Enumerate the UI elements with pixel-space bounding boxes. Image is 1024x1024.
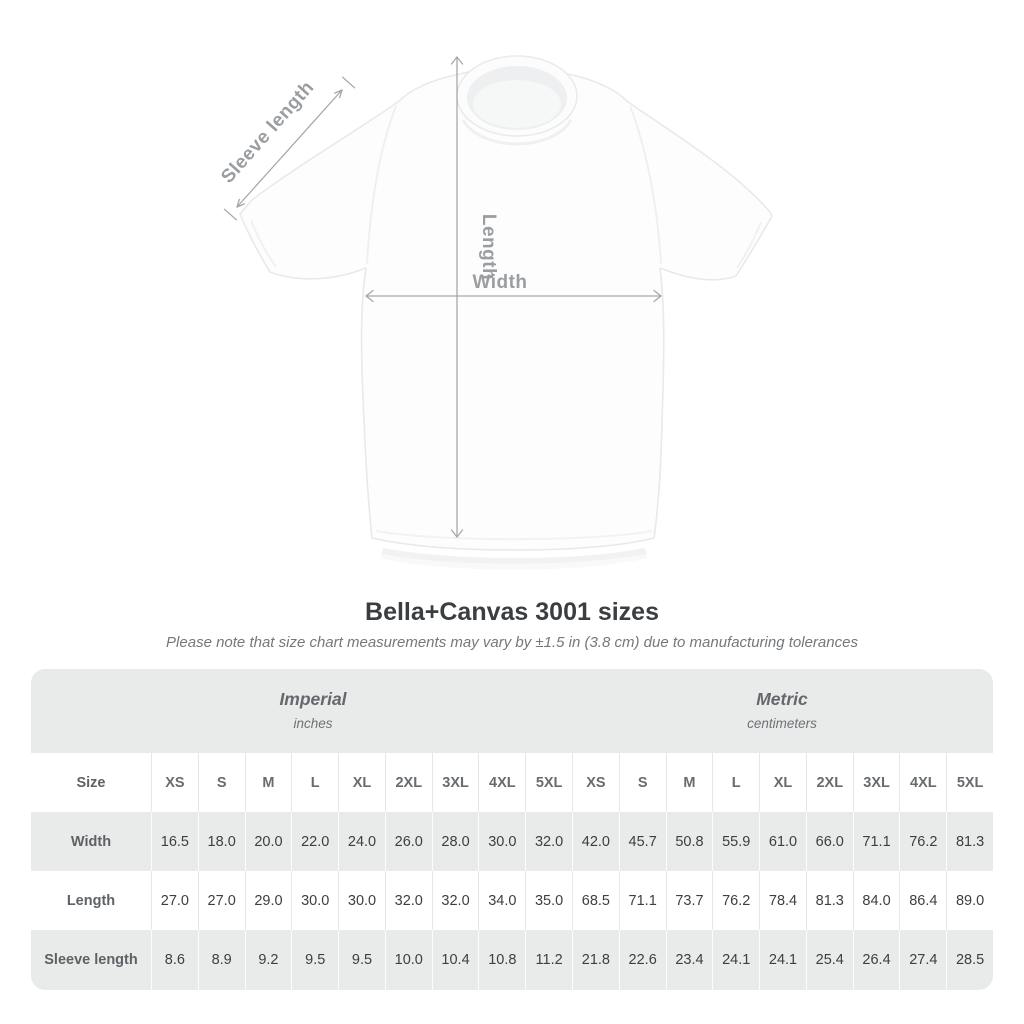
value-cell: 28.5 [946, 930, 993, 990]
value-cell: 25.4 [806, 930, 853, 990]
value-cell: 76.2 [712, 871, 759, 930]
value-cell: 8.6 [151, 930, 198, 990]
size-header-metric-m: M [666, 753, 713, 812]
value-cell: 76.2 [899, 812, 946, 871]
row-label: Sleeve length [44, 952, 138, 968]
size-header-metric-5xl: 5XL [946, 753, 993, 812]
imperial-section-header [279, 689, 346, 732]
size-header-imperial-3xl: 3XL [432, 753, 479, 812]
page-title: Bella+Canvas 3001 sizes [365, 598, 659, 626]
value-cell: 27.0 [151, 871, 198, 930]
value-cell: 26.4 [853, 930, 900, 990]
value-cell: 66.0 [806, 812, 853, 871]
value-cell: 27.4 [899, 930, 946, 990]
tshirt-graphic [240, 56, 772, 564]
size-header-imperial-s: S [198, 753, 245, 812]
value-cell: 81.3 [946, 812, 993, 871]
metric-label: Metric [756, 689, 808, 709]
value-cell: 20.0 [245, 812, 292, 871]
table-row-sleeve-length [31, 930, 993, 990]
value-cell: 24.0 [338, 812, 385, 871]
value-cell: 21.8 [572, 930, 619, 990]
value-cell: 30.0 [291, 871, 338, 930]
metric-unit-label: centimeters [747, 716, 817, 731]
value-cell: 42.0 [572, 812, 619, 871]
metric-section-header [747, 689, 817, 732]
row-label: Width [70, 833, 112, 850]
imperial-unit-label: inches [293, 716, 333, 731]
value-cell: 30.0 [338, 871, 385, 930]
size-header-imperial-4xl: 4XL [478, 753, 525, 812]
value-cell: 11.2 [525, 930, 572, 990]
value-cell: 27.0 [198, 871, 245, 930]
size-header-metric-4xl: 4XL [899, 753, 946, 812]
size-header-metric-s: S [619, 753, 666, 812]
width-label: Width [472, 272, 528, 293]
value-cell: 24.1 [712, 930, 759, 990]
size-header-metric-2xl: 2XL [806, 753, 853, 812]
value-cell: 26.0 [385, 812, 432, 871]
value-cell: 71.1 [619, 871, 666, 930]
size-header-imperial-5xl: 5XL [525, 753, 572, 812]
value-cell: 45.7 [619, 812, 666, 871]
size-table [31, 669, 993, 990]
size-header-metric-xl: XL [759, 753, 806, 812]
unit-system-band [31, 669, 993, 753]
value-cell: 55.9 [712, 812, 759, 871]
value-cell: 18.0 [198, 812, 245, 871]
value-cell: 10.0 [385, 930, 432, 990]
size-header-metric-xs: XS [572, 753, 619, 812]
sleeve-length-label: Sleeve length [217, 77, 319, 188]
row-label: Length [66, 892, 116, 909]
size-header-imperial-xs: XS [151, 753, 198, 812]
value-cell: 34.0 [478, 871, 525, 930]
table-row-width [31, 812, 993, 871]
value-cell: 71.1 [853, 812, 900, 871]
value-cell: 10.8 [478, 930, 525, 990]
size-column-header: Size [76, 774, 106, 791]
value-cell: 32.0 [385, 871, 432, 930]
size-header-imperial-2xl: 2XL [385, 753, 432, 812]
value-cell: 32.0 [432, 871, 479, 930]
value-cell: 68.5 [572, 871, 619, 930]
value-cell: 84.0 [853, 871, 900, 930]
size-header-metric-3xl: 3XL [853, 753, 900, 812]
value-cell: 78.4 [759, 871, 806, 930]
value-cell: 35.0 [525, 871, 572, 930]
value-cell: 50.8 [666, 812, 713, 871]
value-cell: 9.2 [245, 930, 292, 990]
size-header-imperial-xl: XL [338, 753, 385, 812]
value-cell: 89.0 [946, 871, 993, 930]
value-cell: 30.0 [478, 812, 525, 871]
size-header-metric-l: L [712, 753, 759, 812]
collar-graphic [457, 56, 577, 144]
value-cell: 22.6 [619, 930, 666, 990]
value-cell: 22.0 [291, 812, 338, 871]
imperial-label: Imperial [279, 689, 347, 709]
value-cell: 24.1 [759, 930, 806, 990]
value-cell: 9.5 [291, 930, 338, 990]
size-header-imperial-m: M [245, 753, 292, 812]
size-header-imperial-l: L [291, 753, 338, 812]
value-cell: 16.5 [151, 812, 198, 871]
value-cell: 81.3 [806, 871, 853, 930]
value-cell: 28.0 [432, 812, 479, 871]
value-cell: 61.0 [759, 812, 806, 871]
value-cell: 8.9 [198, 930, 245, 990]
value-cell: 23.4 [666, 930, 713, 990]
page-subtitle: Please note that size chart measurements may vary by ±1.5 in (3.8 cm) due to manufacturing tolerances [166, 634, 858, 651]
value-cell: 86.4 [899, 871, 946, 930]
value-cell: 10.4 [432, 930, 479, 990]
value-cell: 29.0 [245, 871, 292, 930]
size-header-row [31, 753, 993, 812]
table-row-length [31, 871, 993, 930]
length-label: Length [478, 213, 499, 281]
value-cell: 9.5 [338, 930, 385, 990]
value-cell: 32.0 [525, 812, 572, 871]
value-cell: 73.7 [666, 871, 713, 930]
